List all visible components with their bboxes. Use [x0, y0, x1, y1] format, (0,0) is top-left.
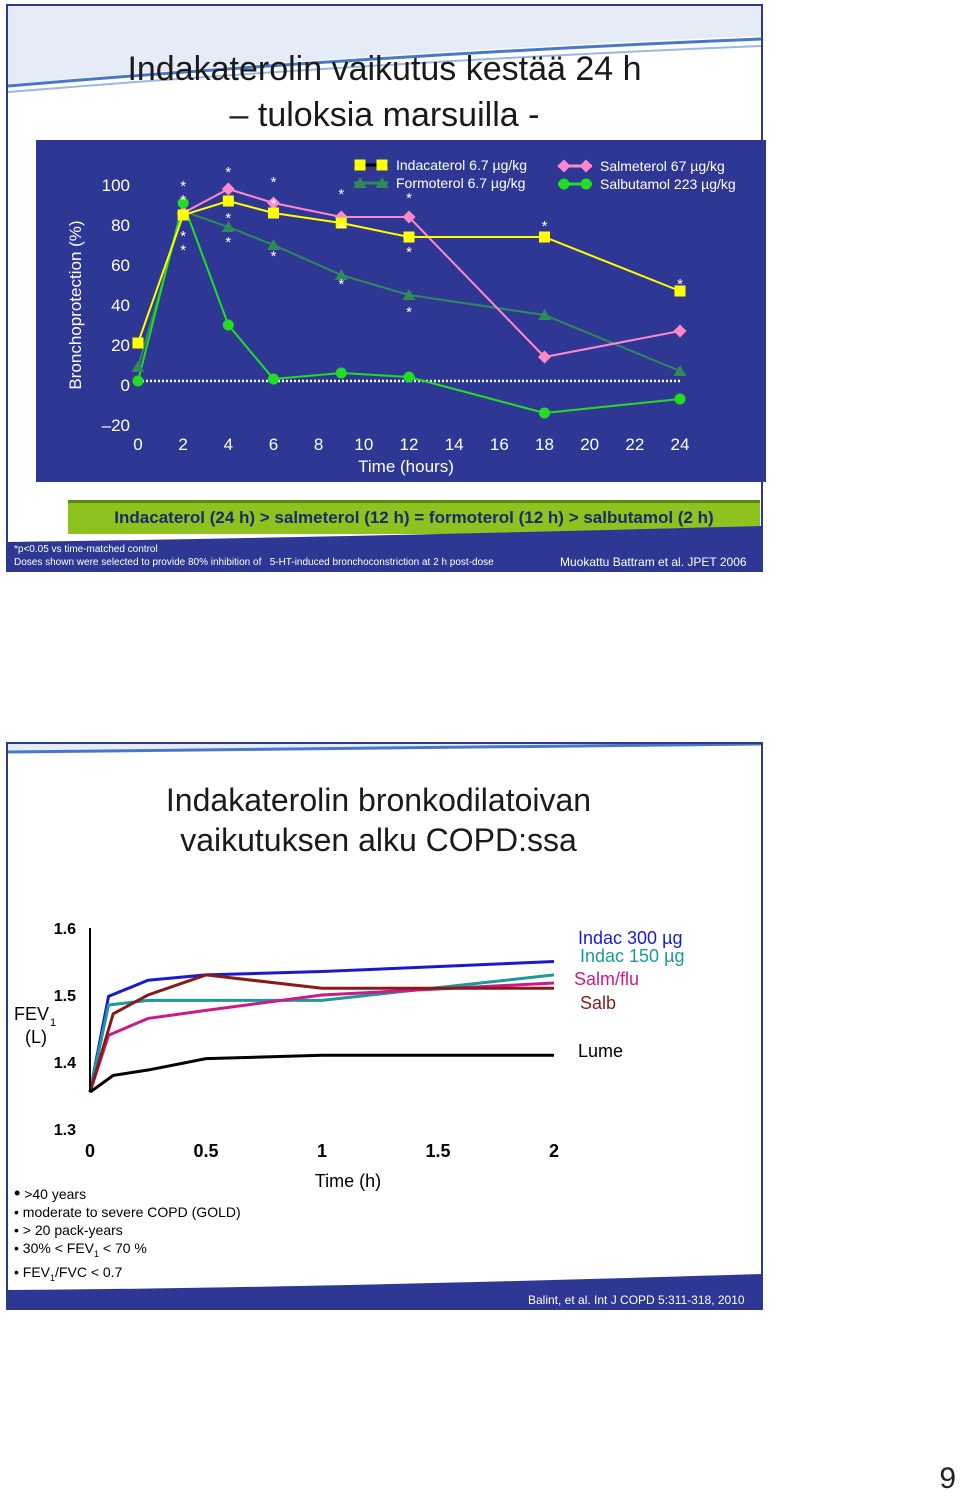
legend-label-indacaterol: Indacaterol 6.7 µg/kg: [396, 157, 528, 173]
conclusion-text: Indacaterol (24 h) > salmeterol (12 h) = formoterol (12 h) > salbutamol (2 h): [114, 508, 714, 527]
point-indacaterol: [178, 210, 189, 221]
y-tick-label: 20: [111, 336, 130, 355]
y-tick-label: 100: [101, 176, 130, 195]
y-axis-label: FEV: [14, 1004, 50, 1024]
x-tick-label: 2: [178, 435, 188, 454]
x-tick-label: 20: [580, 435, 600, 454]
y-tick-label: 1.6: [53, 921, 76, 938]
significance-asterisk: *: [225, 164, 232, 181]
slide-2: [6, 742, 763, 1310]
x-tick-label: 2: [548, 1141, 560, 1161]
criteria-item: • >40 years: [14, 1183, 87, 1203]
y-tick-label: 1.4: [53, 1055, 76, 1072]
significance-asterisk: *: [677, 276, 683, 293]
x-tick-label: 12: [399, 435, 419, 454]
y-tick-label: 80: [111, 216, 130, 235]
legend-marker-indacaterol: [377, 160, 388, 171]
x-tick-label: 14: [444, 435, 464, 454]
series-label-indac-150: Indac 150 µg: [580, 946, 685, 966]
criteria-item: • > 20 pack-years: [14, 1222, 123, 1238]
x-tick-label: 4: [223, 435, 234, 454]
y-axis-label: Bronchoprotection (%): [66, 220, 85, 390]
significance-asterisk: *: [180, 192, 187, 209]
x-tick-label: 16: [489, 435, 509, 454]
significance-asterisk: *: [180, 228, 187, 245]
significance-asterisk: *: [270, 174, 277, 191]
series-label-indac-300: Indac 300 µg: [578, 928, 683, 948]
x-tick-label: 0: [84, 1141, 96, 1161]
significance-asterisk: *: [338, 186, 345, 203]
criteria-item: • moderate to severe COPD (GOLD): [14, 1204, 241, 1220]
footnote-significance: *p<0.05 vs time-matched control: [14, 544, 158, 555]
x-tick-label: 0: [133, 435, 143, 454]
x-axis-label: Time (h): [314, 1171, 382, 1191]
bronchoprotection-chart: [36, 140, 766, 482]
point-indacaterol: [133, 338, 144, 349]
significance-asterisk: *: [270, 248, 277, 265]
series-label-salm-flu: Salm/flu: [574, 969, 640, 989]
x-tick-label: 1: [316, 1141, 328, 1161]
series-line-salb: [90, 975, 554, 1092]
x-tick-label: 18: [535, 435, 554, 454]
x-tick-label: 8: [313, 435, 324, 454]
x-tick-label: 24: [670, 435, 690, 454]
x-tick-label: 0.5: [193, 1141, 219, 1161]
slide-1-source: Muokattu Battram et al. JPET 2006: [560, 555, 747, 569]
y-tick-label: 1.3: [53, 1122, 76, 1139]
significance-asterisk: *: [406, 244, 412, 261]
legend-label-salbutamol: Salbutamol 223 µg/kg: [600, 176, 736, 192]
significance-asterisk: *: [225, 234, 232, 251]
page-number: 9: [939, 1462, 956, 1495]
slide-2-header-swoosh: [8, 744, 761, 774]
y-tick-label: 1.5: [53, 988, 76, 1005]
patient-criteria-list: [14, 1184, 241, 1287]
slide-2-title-line-2: vaikutuksen alku COPD:ssa: [180, 822, 577, 858]
x-tick-label: 1.5: [425, 1141, 451, 1161]
x-axis-label: Time (hours): [358, 457, 454, 476]
y-tick-label: 0: [120, 376, 130, 395]
legend-label-salmeterol: Salmeterol 67 µg/kg: [600, 158, 725, 174]
y-tick-label: 40: [111, 296, 130, 315]
point-salbutamol: [336, 368, 347, 379]
point-salbutamol: [404, 372, 415, 383]
y-tick-label: 60: [111, 256, 130, 275]
legend-marker-indacaterol: [355, 160, 366, 171]
significance-asterisk: *: [338, 220, 345, 237]
significance-asterisk: *: [270, 196, 277, 213]
y-axis-label-subscript: 1: [50, 1017, 57, 1029]
x-tick-label: 10: [354, 435, 374, 454]
legend-marker-salbutamol: [559, 179, 570, 190]
series-line-lume: [90, 1055, 554, 1092]
slide-2-source: Balint, et al. Int J COPD 5:311-318, 2010: [528, 1293, 745, 1307]
point-indacaterol: [404, 232, 415, 243]
fev1-chart: [8, 904, 761, 1194]
point-salbutamol: [268, 374, 279, 385]
point-indacaterol: [223, 196, 234, 207]
point-salbutamol: [675, 394, 686, 405]
series-label-lume: Lume: [578, 1041, 624, 1061]
significance-asterisk: *: [225, 210, 232, 227]
x-tick-label: 22: [625, 435, 645, 454]
slide-1-title-line-1: Indakaterolin vaikutus kestää 24 h: [127, 50, 642, 88]
footnote-dose: Doses shown were selected to provide 80% inhibition of 5-HT-induced bronchoconstriction at 2 h post-dose: [14, 557, 494, 568]
significance-asterisk: *: [406, 190, 412, 207]
significance-asterisk: *: [180, 242, 187, 259]
legend-label-formoterol: Formoterol 6.7 µg/kg: [396, 175, 526, 191]
point-salbutamol: [539, 408, 550, 419]
significance-asterisk: *: [541, 218, 548, 235]
legend-marker-salbutamol: [581, 179, 592, 190]
slide-1-title-line-2: – tuloksia marsuilla -: [229, 96, 540, 134]
slide-2-title-line-1: Indakaterolin bronkodilatoivan: [165, 782, 592, 818]
significance-asterisk: *: [180, 178, 187, 195]
criteria-item: • $30\% < FEV_1 < 70$ %: [14, 1240, 147, 1259]
point-salbutamol: [133, 376, 144, 387]
y-axis-unit: (L): [25, 1027, 47, 1047]
significance-asterisk: *: [406, 304, 412, 321]
point-salbutamol: [223, 320, 234, 331]
slide-1: [6, 4, 763, 572]
y-tick-label: –20: [101, 416, 130, 435]
series-label-salb: Salb: [580, 993, 617, 1013]
x-tick-label: 6: [268, 435, 279, 454]
criteria-item: • $FEV_1$/FVC < 0.7: [14, 1263, 123, 1283]
significance-asterisk: *: [338, 276, 345, 293]
